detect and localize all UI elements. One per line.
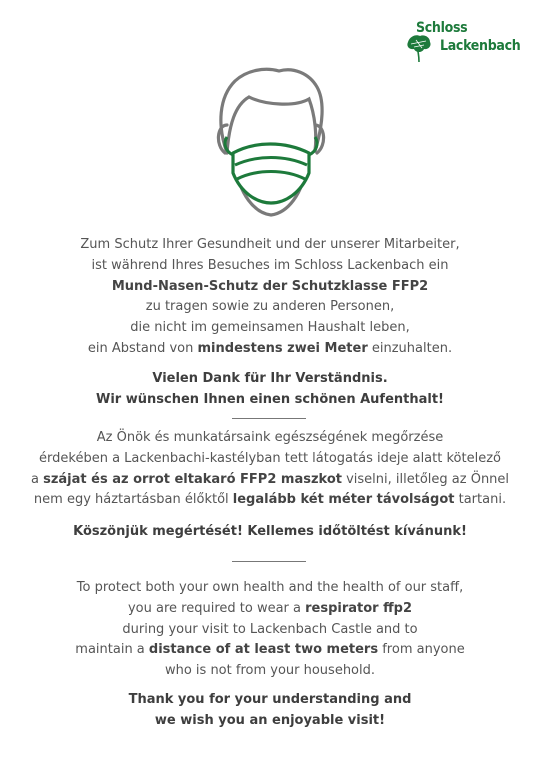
body-text: tartani. — [454, 492, 507, 508]
english-thanks-line-1: Thank you for your understanding and — [128, 692, 412, 707]
body-text: érdekében a Lackenbachi-kastélyban tett látogatás ideje alatt kötelező — [39, 450, 501, 466]
emphasis-text: respirator ffp2 — [305, 600, 413, 616]
body-text: einzuhalten. — [367, 340, 453, 356]
face-mask-icon — [205, 65, 335, 220]
emphasis-text: szájat és az orrot eltakaró FFP2 maszkot — [43, 471, 342, 487]
english-paragraph — [30, 578, 510, 682]
emphasis-text: legalább két méter távolságot — [232, 492, 455, 508]
text-line — [30, 640, 510, 661]
logo-line-1: Schloss — [416, 20, 468, 36]
divider — [232, 418, 306, 419]
text-line — [30, 339, 510, 360]
text-line — [30, 297, 510, 318]
text-line — [30, 277, 510, 298]
hungarian-thanks-line-1: Köszönjük megértését! Kellemes időtöltést kívánunk! — [73, 524, 467, 539]
text-line — [30, 490, 510, 511]
body-text: a — [30, 471, 44, 487]
text-line — [30, 661, 510, 682]
leaf-icon — [404, 32, 434, 64]
english-notice — [30, 578, 510, 682]
hungarian-thanks — [30, 522, 510, 543]
german-notice — [30, 235, 510, 360]
text-line — [30, 428, 510, 449]
body-text: who is not from your household. — [164, 663, 376, 679]
body-text: To protect both your own health and the health of our staff, — [76, 580, 464, 595]
body-text: from anyone — [378, 642, 465, 658]
emphasis-text: distance of at least two meters — [148, 642, 379, 658]
emphasis-text: Mund-Nasen-Schutz der Schutzklasse FFP2 — [111, 278, 429, 294]
body-text: Zum Schutz Ihrer Gesundheit und der unserer Mitarbeiter, — [80, 237, 460, 252]
text-line — [30, 470, 510, 491]
text-line — [30, 318, 510, 339]
german-paragraph — [30, 235, 510, 360]
logo-line-2: Lackenbach — [440, 38, 521, 54]
text-line — [30, 235, 510, 256]
body-text: die nicht im gemeinsamen Haushalt leben, — [130, 320, 410, 336]
german-thanks-line-1: Vielen Dank für Ihr Verständnis. — [152, 371, 388, 386]
german-thanks — [30, 369, 510, 410]
body-text: viselni, illetőleg az Önnel — [341, 471, 510, 487]
emphasis-text: mindestens zwei Meter — [197, 340, 368, 356]
body-text: zu tragen sowie zu anderen Personen, — [145, 299, 395, 315]
body-text: maintain a — [75, 642, 149, 658]
english-thanks — [30, 690, 510, 731]
english-thanks-line-2: we wish you an enjoyable visit! — [154, 712, 386, 728]
body-text: you are required to wear a — [127, 600, 306, 616]
body-text: during your visit to Lackenbach Castle and to — [122, 621, 418, 637]
hungarian-notice — [30, 428, 510, 511]
german-thanks-line-2: Wir wünschen Ihnen einen schönen Aufenthalt! — [96, 391, 444, 407]
body-text: ist während Ihres Besuches im Schloss Lackenbach ein — [91, 257, 449, 273]
body-text: nem egy háztartásban élőktől — [33, 492, 233, 508]
text-line — [30, 599, 510, 620]
schloss-lackenbach-logo — [404, 20, 528, 68]
text-line — [30, 449, 510, 470]
divider — [232, 561, 306, 562]
text-line — [30, 620, 510, 641]
text-line — [30, 256, 510, 277]
body-text: ein Abstand von — [87, 340, 198, 356]
hungarian-paragraph — [30, 428, 510, 511]
text-line — [30, 578, 510, 599]
body-text: Az Önök és munkatársaink egészségének megőrzése — [96, 430, 444, 445]
